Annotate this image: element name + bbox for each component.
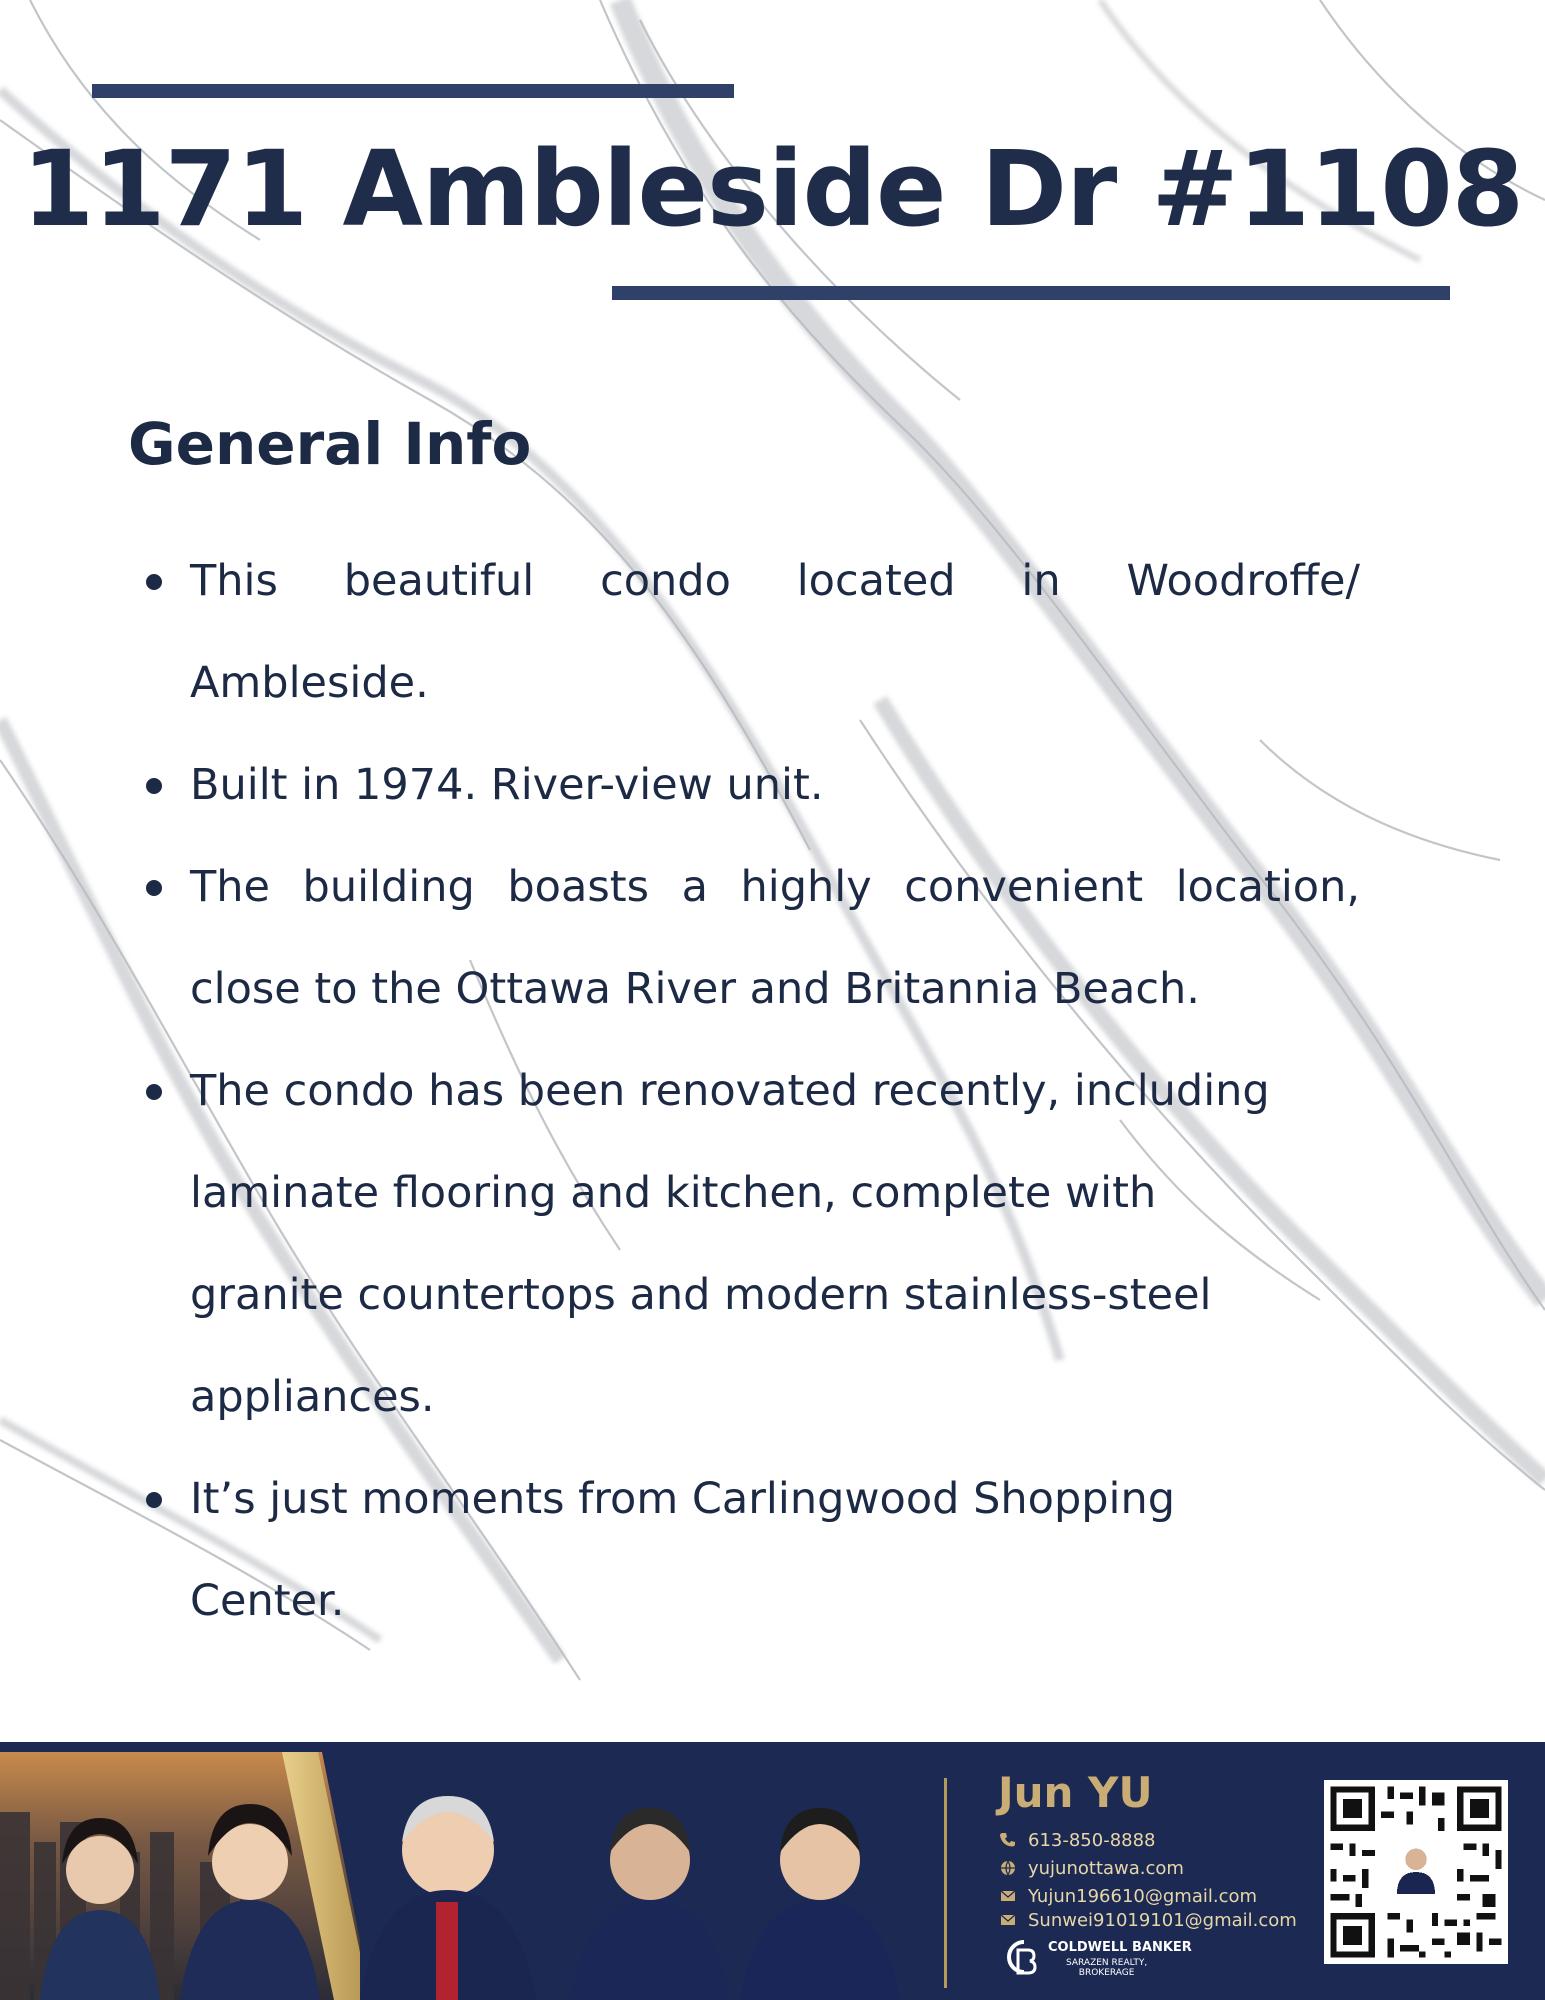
list-item-line: The building boasts a highly convenient location, xyxy=(190,862,1360,912)
brand-sub-line: SARAZEN REALTY, xyxy=(1066,1958,1148,1968)
title-rule-bottom xyxy=(612,286,1450,300)
list-item xyxy=(190,836,1360,1040)
list-item-line: appliances. xyxy=(190,1372,435,1422)
list-item-line: Ambleside. xyxy=(190,658,429,708)
bullet-dot xyxy=(146,880,162,896)
info-list xyxy=(190,530,1360,1652)
website-text: yujunottawa.com xyxy=(1028,1858,1184,1879)
banner-divider xyxy=(944,1778,947,1988)
bullet-dot xyxy=(146,1084,162,1100)
list-item-line: granite countertops and modern stainless-steel xyxy=(190,1270,1212,1320)
email-text: Sunwei91019101@gmail.com xyxy=(1028,1910,1297,1931)
brand-sub-line: BROKERAGE xyxy=(1078,1968,1135,1978)
list-item-line: Built in 1974. River-view unit. xyxy=(190,760,824,810)
list-item-line: The condo has been renovated recently, including xyxy=(190,1066,1270,1116)
list-item-line: It’s just moments from Carlingwood Shopping xyxy=(190,1474,1176,1524)
contact-website xyxy=(1000,1858,1184,1879)
list-item-line: Center. xyxy=(190,1576,345,1626)
list-item-line: laminate flooring and kitchen, complete with xyxy=(190,1168,1157,1218)
list-item xyxy=(190,530,1360,734)
title-rule-top xyxy=(92,84,734,98)
team-photo xyxy=(0,1752,940,2000)
list-item xyxy=(190,734,1360,836)
contact-phone xyxy=(1000,1830,1156,1851)
globe-icon xyxy=(1000,1860,1016,1876)
bullet-dot xyxy=(146,1492,162,1508)
section-heading: General Info xyxy=(128,410,532,478)
bullet-dot xyxy=(146,574,162,590)
page-title: 1171 Ambleside Dr #1108 xyxy=(21,128,1524,250)
coldwell-banker-logo-icon xyxy=(1000,1936,1040,1980)
list-item xyxy=(190,1040,1360,1448)
agent-name: Jun YU xyxy=(998,1768,1153,1817)
email-text: Yujun196610@gmail.com xyxy=(1028,1886,1258,1907)
agent-banner xyxy=(0,1742,1545,2000)
brand-name: COLDWELL BANKER xyxy=(1048,1940,1192,1955)
contact-email-2 xyxy=(1000,1910,1297,1931)
qr-code-icon xyxy=(1324,1780,1508,1964)
brokerage-brand xyxy=(1000,1934,1200,1984)
list-item-line: close to the Ottawa River and Britannia Beach. xyxy=(190,964,1200,1014)
list-item xyxy=(190,1448,1360,1652)
phone-icon xyxy=(1000,1832,1016,1848)
contact-email-1 xyxy=(1000,1886,1257,1907)
list-item-line: This beautiful condo located in Woodroffe/ xyxy=(190,556,1360,606)
bullet-dot xyxy=(146,778,162,794)
mail-icon xyxy=(1000,1888,1016,1904)
brand-subtitle xyxy=(1066,1958,1147,1978)
phone-text: 613-850-8888 xyxy=(1028,1830,1156,1851)
mail-icon xyxy=(1000,1912,1016,1928)
